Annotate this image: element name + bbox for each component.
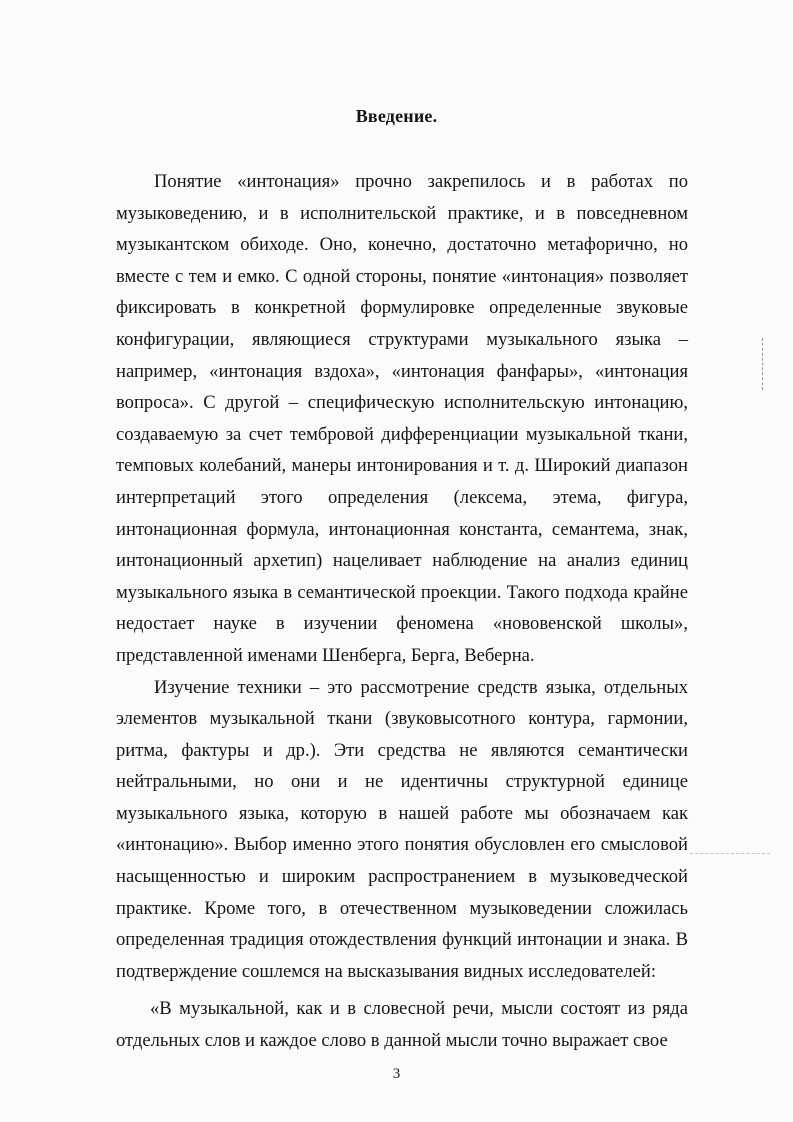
paragraph-intonation-concept: Понятие «интонация» прочно закрепилось и в работах по музыковедению, и в исполнительской практике, и в повседневном музыкантском обиходе. Оно, конечно, достаточно метафорично, но вместе с тем и емко. С одной стороны, понятие «интонация» позволяет фиксировать в конкретной формулировке определенные звуковые конфигурации, являющиеся структурами музыкального языка – например, «интонация вздоха», «интонация фанфары», «интонация вопроса». С другой – специфическую исполнительскую интонацию, создаваемую за счет тембровой дифференциации музыкальной ткани, темповых колебаний, манеры интонирования и т. д. Широкий диапазон интерпретаций этого определения (лексема, этема, фигура, интонационная формула, интонационная константа, семантема, знак, интонационный архетип) нацеливает наблюдение на анализ единиц музыкального языка в семантической проекции. Такого подхода крайне недостает науке в изучении феномена «нововенской школы», представленной именами Шенберга, Берга, Веберна. xyxy=(116,171,688,666)
page-title: Введение. xyxy=(355,106,438,126)
scan-artifact-line xyxy=(690,853,770,854)
body-text xyxy=(116,166,688,1057)
paragraph-quote: «В музыкальной, как и в словесной речи, мысли состоят из ряда отдельных слов и каждое слово в данной мысли точно выражает свое xyxy=(116,998,688,1052)
scan-artifact-mark xyxy=(762,338,763,390)
paragraph-technique-study: Изучение техники – это рассмотрение средств языка, отдельных элементов музыкальной ткани (звуковысотного контура, гармонии, ритма, фактуры и др.). Эти средства не являются семантически нейтральными, но они и не идентичны структурной единице музыкального языка, которую в нашей работе мы обозначаем как «интонацию». Выбор именно этого понятия обусловлен его смысловой насыщенностью и широким распространением в музыковедческой практике. Кроме того, в отечественном музыковедении сложилась определенная традиция отождествления функций интонации и знака. В подтверждение сошлемся на высказывания видных исследователей: xyxy=(116,676,688,982)
page-number: 3 xyxy=(392,1066,401,1082)
